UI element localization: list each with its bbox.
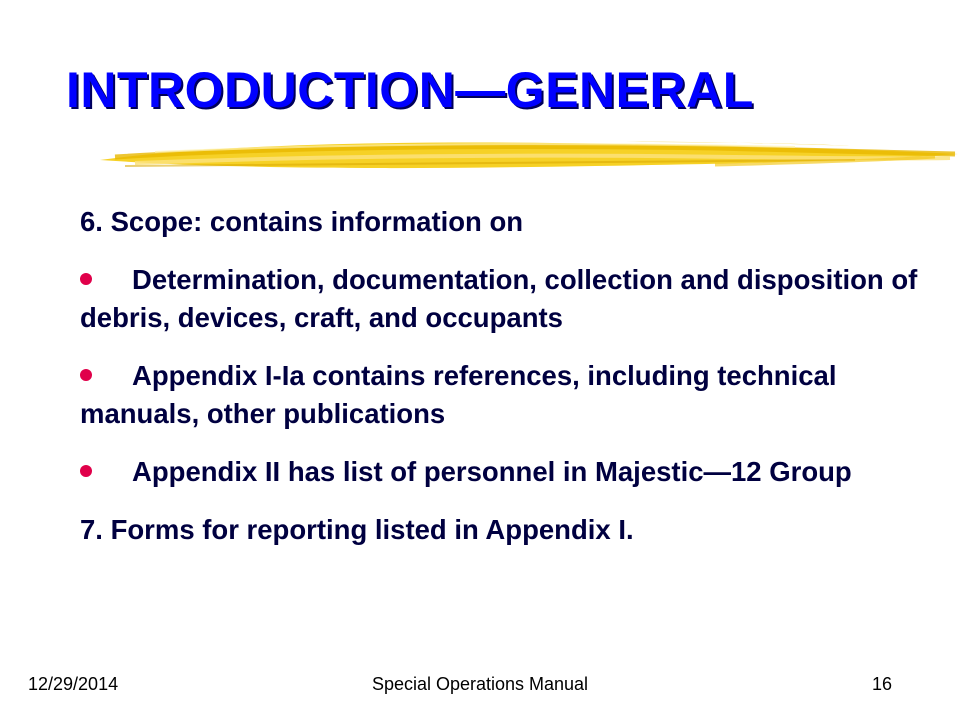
slide-footer — [0, 674, 960, 700]
numbered-item-7 — [80, 511, 930, 549]
bullet-item-appendix-i-ia — [80, 357, 930, 433]
bullet-item-text: Determination, documentation, collection and disposition of debris, devices, craft, and occupants — [80, 264, 918, 333]
bullet-item-text: Appendix II has list of personnel in Majestic—12 Group — [132, 456, 852, 487]
bullet-item-determination — [80, 261, 930, 337]
numbered-item-text: 6. Scope: contains information on — [80, 206, 524, 237]
slide-title: INTRODUCTION—GENERAL — [66, 62, 754, 118]
footer-date: 12/29/2014 — [28, 674, 119, 694]
bullet-item-text: Appendix I-Ia contains references, including technical manuals, other publications — [80, 360, 837, 429]
bullet-dot-icon — [80, 465, 92, 477]
bullet-dot-icon — [80, 273, 92, 285]
brush-stroke-icon — [95, 130, 960, 180]
numbered-item-text: 7. Forms for reporting listed in Appendix I. — [80, 514, 634, 545]
slide-body — [80, 203, 930, 569]
bullet-item-appendix-ii — [80, 453, 930, 491]
numbered-item-6 — [80, 203, 930, 241]
bullet-dot-icon — [80, 369, 92, 381]
page-number: 16 — [871, 674, 892, 694]
footer-title: Special Operations Manual — [371, 674, 589, 694]
